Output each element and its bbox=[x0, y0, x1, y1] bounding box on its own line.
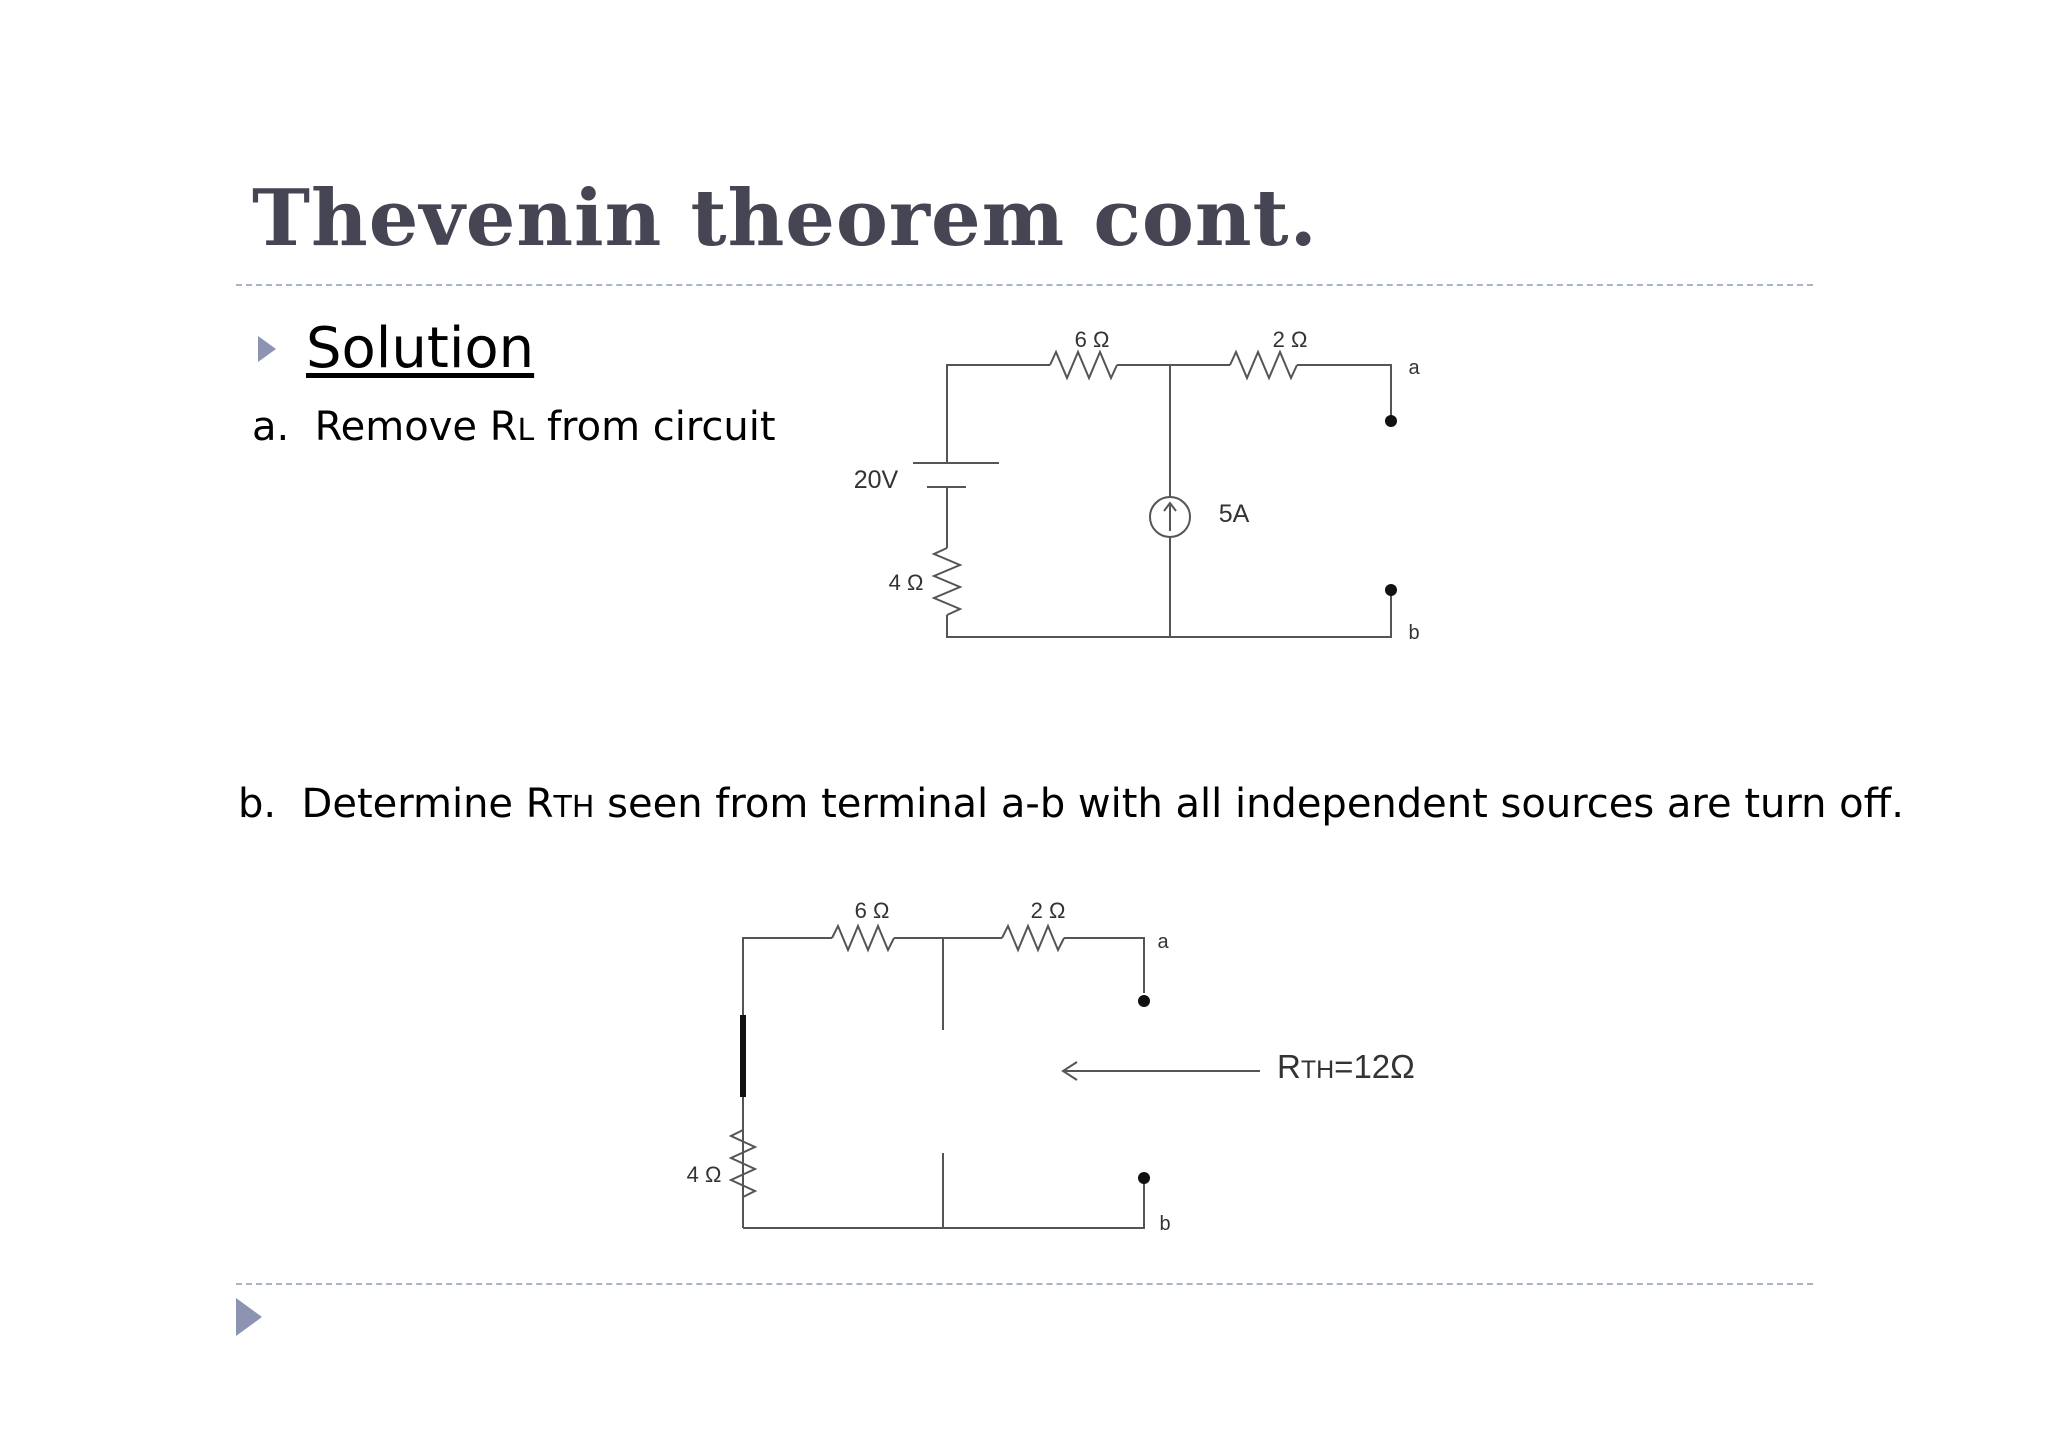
wire bbox=[1064, 938, 1144, 993]
step-b-subscript: TH bbox=[553, 790, 595, 825]
resistor-2-ohm-label: 2 Ω bbox=[1272, 327, 1308, 352]
resistor-4-ohm-label: 4 Ω bbox=[888, 570, 924, 595]
terminal-a-label: a bbox=[1408, 357, 1420, 379]
resistor-6-ohm-zigzag bbox=[832, 926, 894, 950]
footer-arrow-icon bbox=[236, 1298, 262, 1336]
resistor-2-ohm-zigzag bbox=[1002, 926, 1064, 950]
step-a-prefix: a. bbox=[252, 404, 290, 450]
step-a-text-after: from circuit bbox=[534, 404, 776, 450]
current-source-label: 5A bbox=[1218, 500, 1250, 528]
step-a-text-before: Remove R bbox=[314, 404, 518, 450]
step-b-prefix: b. bbox=[238, 781, 277, 827]
footer-divider bbox=[236, 1283, 1813, 1285]
step-b-text-after: seen from terminal a-b with all independent sources are turn off. bbox=[594, 781, 1904, 827]
thevenin-resistance-result bbox=[1277, 1048, 1415, 1085]
terminal-b-label: b bbox=[1159, 1213, 1171, 1235]
voltage-source-label: 20V bbox=[853, 466, 899, 494]
step-b-text-before: Determine R bbox=[301, 781, 554, 827]
resistor-6-ohm-label: 6 Ω bbox=[854, 898, 890, 923]
step-a-subscript: L bbox=[517, 413, 535, 448]
result-subscript: TH bbox=[1300, 1056, 1335, 1084]
wire bbox=[743, 938, 832, 1228]
result-value: =12Ω bbox=[1334, 1048, 1415, 1085]
slide-title: Thevenin theorem cont. bbox=[252, 173, 1318, 264]
terminal-b-dot bbox=[1138, 1172, 1150, 1184]
result-r: R bbox=[1277, 1048, 1301, 1085]
resistor-2-ohm-label: 2 Ω bbox=[1030, 898, 1066, 923]
resistor-6-ohm-label: 6 Ω bbox=[1074, 327, 1110, 352]
terminal-a-label: a bbox=[1157, 931, 1169, 953]
solution-heading: Solution bbox=[306, 316, 535, 381]
terminal-a-dot bbox=[1138, 995, 1150, 1007]
resistor-4-ohm-label: 4 Ω bbox=[686, 1162, 722, 1187]
terminal-b-label: b bbox=[1408, 622, 1420, 644]
